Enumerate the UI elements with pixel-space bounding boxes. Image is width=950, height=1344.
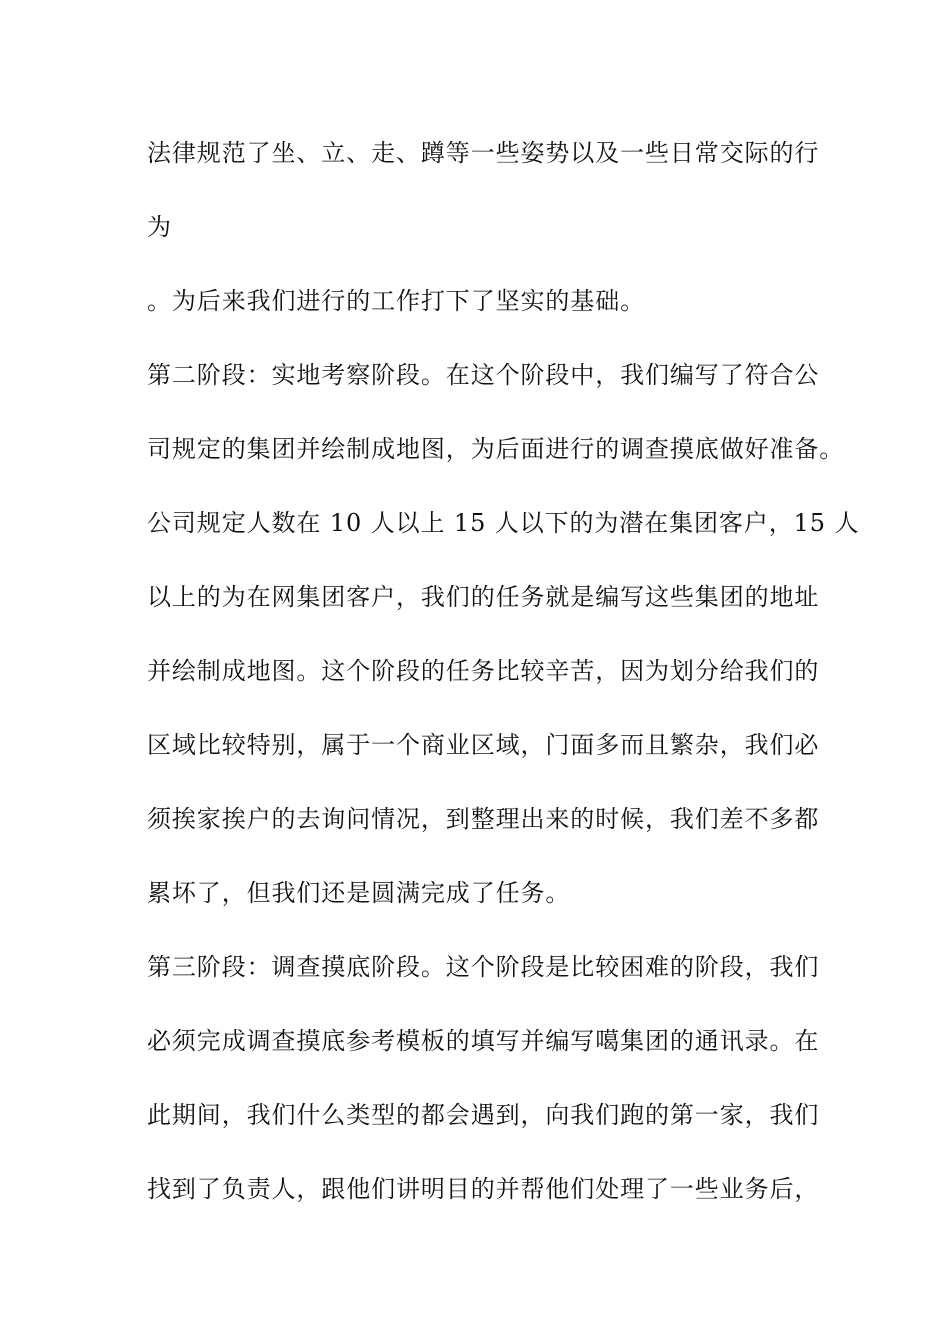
text-line: 必须完成调查摸底参考模板的填写并编写噶集团的通讯录。在 xyxy=(147,1027,820,1055)
text-line: 须挨家挨户的去询问情况，到整理出来的时候，我们差不多都 xyxy=(147,805,820,833)
text-line: 司规定的集团并绘制成地图，为后面进行的调查摸底做好准备。 xyxy=(147,435,845,463)
text-line: 第三阶段：调查摸底阶段。这个阶段是比较困难的阶段，我们 xyxy=(147,953,820,981)
text-line: 以上的为在网集团客户，我们的任务就是编写这些集团的地址 xyxy=(147,583,820,611)
text-line: 公司规定人数在 10 人以上 15 人以下的为潜在集团客户，15 人 xyxy=(147,509,860,537)
text-line: 找到了负责人，跟他们讲明目的并帮他们处理了一些业务后， xyxy=(147,1175,820,1203)
text-line: 法律规范了坐、立、走、蹲等一些姿势以及一些日常交际的行 xyxy=(147,139,820,167)
text-line: 。为后来我们进行的工作打下了坚实的基础。 xyxy=(147,287,645,315)
body-text xyxy=(147,135,860,1245)
text-line: 此期间，我们什么类型的都会遇到，向我们跑的第一家，我们 xyxy=(147,1101,820,1129)
text-line: 为 xyxy=(147,213,172,241)
text-line: 并绘制成地图。这个阶段的任务比较辛苦，因为划分给我们的 xyxy=(147,657,820,685)
text-line: 第二阶段：实地考察阶段。在这个阶段中，我们编写了符合公 xyxy=(147,361,820,389)
text-line: 累坏了，但我们还是圆满完成了任务。 xyxy=(147,879,571,907)
text-line: 区域比较特别，属于一个商业区域，门面多而且繁杂，我们必 xyxy=(147,731,820,759)
